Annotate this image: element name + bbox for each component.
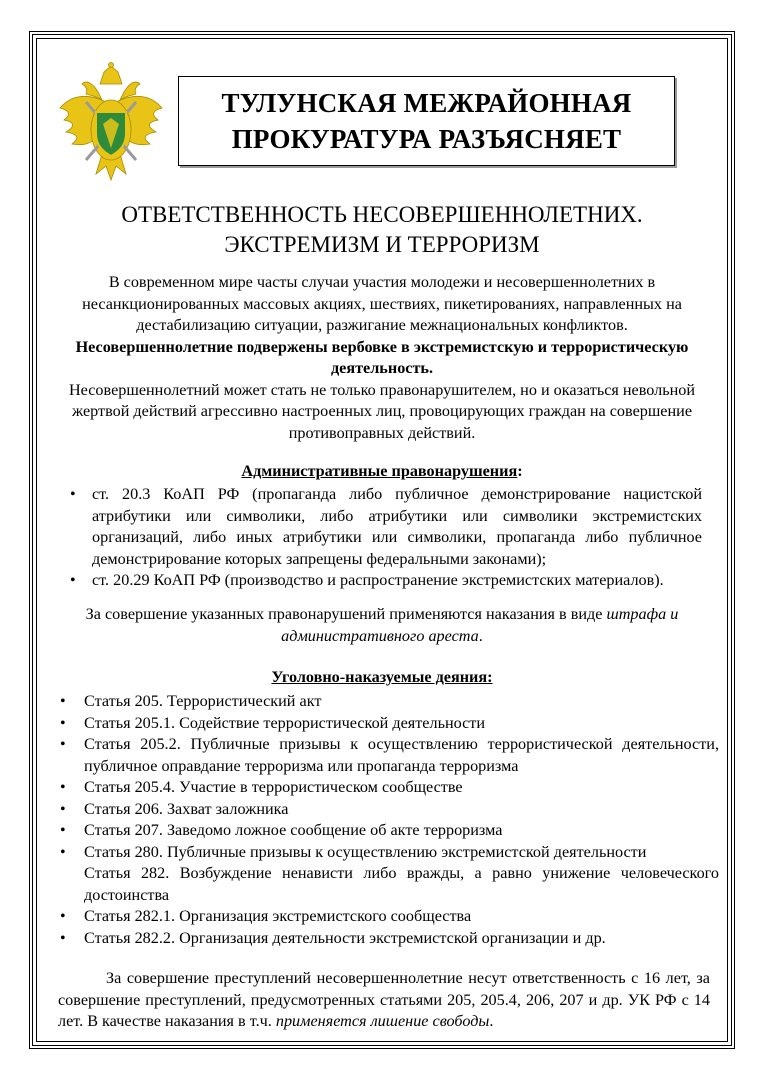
document-title (50, 200, 714, 260)
list-item: • Статья 205.1. Содействие террористической деятельности (84, 713, 719, 735)
list-item: • Статья 205.4. Участие в террористическом сообществе (84, 777, 719, 799)
admin-list (92, 484, 702, 592)
header-line-2: ПРОКУРАТУРА РАЗЪЯСНЯЕТ (231, 124, 622, 154)
closing-paragraph (58, 968, 710, 1033)
title-line-2: ЭКСТРЕМИЗМ И ТЕРРОРИЗМ (224, 232, 540, 257)
list-item: • Статья 207. Заведомо ложное сообщение об акте терроризма (84, 820, 719, 842)
intro-paragraph-1: В современном мире часты случаи участия молодежи и несовершеннолетних в несанкционированных массовых акциях, шествиях, пикетированиях, направленных на дестабилизацию ситуации, разжигание межнациональных конфликтов. (82, 273, 682, 334)
criminal-heading (50, 667, 714, 688)
closing-end: . (489, 1012, 494, 1030)
list-item: Статья 282. Возбуждение ненависти либо вражды, а равно унижение человеческого достоинства (84, 864, 719, 904)
intro-paragraph-3: Несовершеннолетний может стать не только правонарушителем, но и оказаться невольной жертвой действий агрессивно настроенных лиц, провоцирующих граждан на совершение противоправных действий. (68, 380, 696, 442)
list-item: • Статья 282.2. Организация деятельности экстремистской организации и др. (84, 928, 719, 950)
title-line-1: ОТВЕТСТВЕННОСТЬ НЕСОВЕРШЕННОЛЕТНИХ. (121, 202, 643, 227)
admin-heading-text: Административные правонарушения (241, 462, 518, 480)
list-item: • Статья 205. Террористический акт (84, 691, 719, 713)
criminal-heading-text: Уголовно-наказуемые деяния: (271, 668, 493, 686)
prosecutor-emblem-icon (56, 62, 166, 184)
criminal-list (84, 691, 719, 949)
header-line-1: ТУЛУНСКАЯ МЕЖРАЙОННАЯ (221, 88, 632, 118)
list-item: • Статья 282.1. Организация экстремистского сообщества (84, 906, 719, 928)
admin-penalty-text: За совершение указанных правонарушений применяются наказания в виде (85, 605, 607, 623)
intro-paragraph-2: Несовершеннолетние подвержены вербовке в экстремистскую и террористическую деятельность. (75, 337, 689, 377)
closing-italic: применяется лишение свободы (275, 1012, 490, 1030)
header-box (178, 76, 675, 166)
list-item: • Статья 280. Публичные призывы к осуществлению экстремистской деятельности (84, 842, 719, 864)
list-item: • ст. 20.3 КоАП РФ (пропаганда либо публичное демонстрирование нацистской атрибутики или символики, либо атрибутики или символики экстремистских организаций, либо иных атрибутики или символики, пропаганда либо публичное демонстрирование которых запрещены федеральными законами); (92, 484, 702, 570)
closing-text: За совершение преступлений несовершеннолетние несут ответственность с 16 лет, за совершение преступлений, предусмотренных статьями 205, 205.4, 206, 207 и др. УК РФ с 14 лет. В качестве наказания в т.ч. (58, 969, 710, 1030)
admin-penalty-end: . (478, 626, 483, 645)
admin-penalty-italic: штрафа и административного ареста (281, 605, 679, 645)
admin-penalty (50, 604, 714, 647)
admin-heading-colon: : (517, 462, 523, 480)
list-item: • Статья 205.2. Публичные призывы к осуществлению террористической деятельности, публичное оправдание терроризма или пропаганда терроризма (84, 734, 719, 777)
intro-block (50, 272, 714, 444)
list-item: • ст. 20.29 КоАП РФ (производство и распространение экстремистских материалов). (92, 570, 702, 592)
list-item: • Статья 206. Захват заложника (84, 799, 719, 821)
admin-heading (50, 461, 714, 482)
